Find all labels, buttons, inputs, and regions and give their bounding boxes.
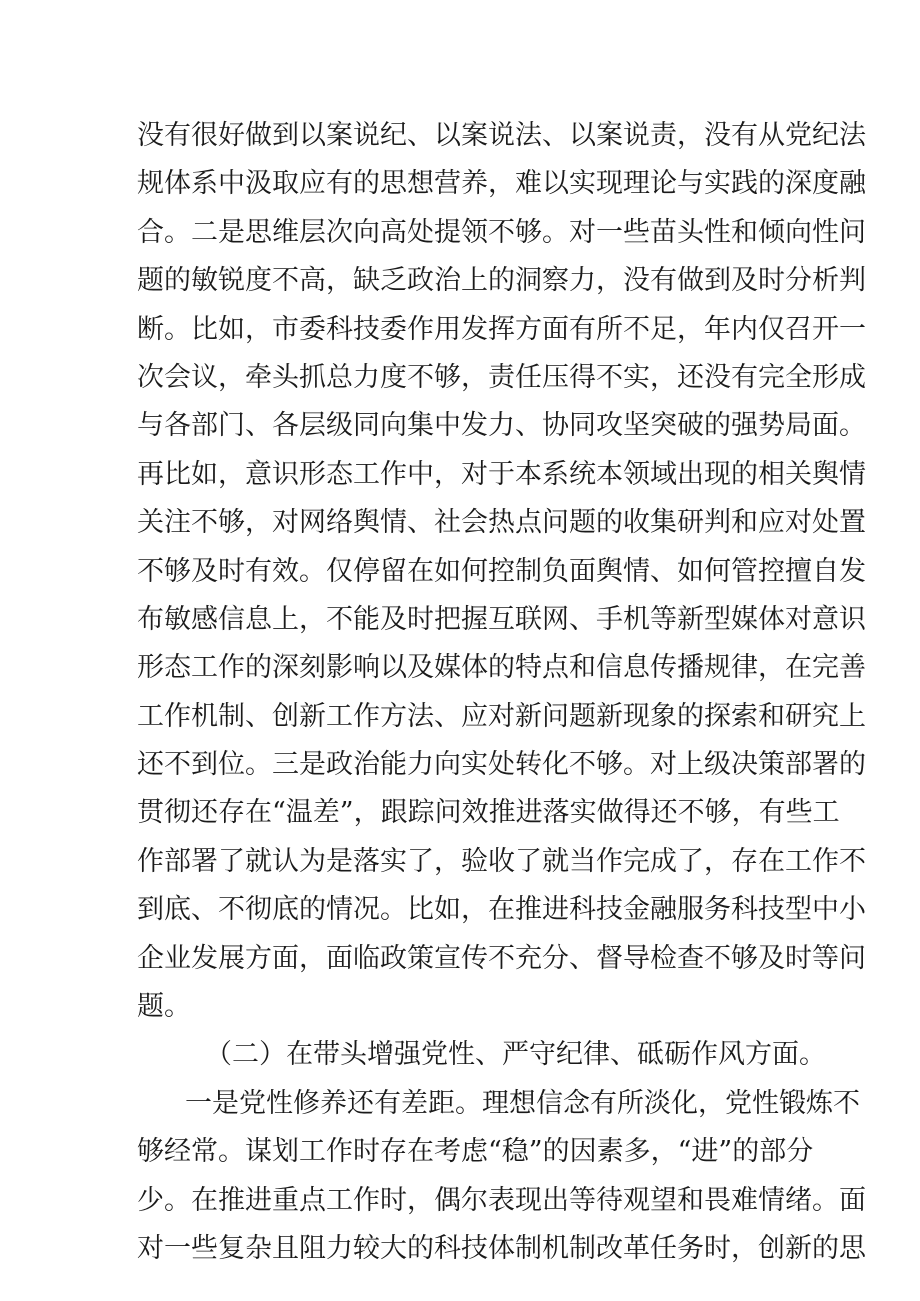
text-line: 规体系中汲取应有的思想营养，难以实现理论与实践的深度融 bbox=[137, 168, 866, 200]
text-line: 少。在推进重点工作时，偶尔表现出等待观望和畏难情绪。面 bbox=[137, 1184, 866, 1216]
text-line: 作部署了就认为是落实了，验收了就当作完成了，存在工作不 bbox=[137, 845, 866, 877]
text-line: 没有很好做到以案说纪、以案说法、以案说责，没有从党纪法 bbox=[137, 120, 866, 151]
text-line: 够经常。谋划工作时存在考虑“稳”的因素多，“进”的部分 bbox=[137, 1136, 814, 1168]
text-line: 题。 bbox=[137, 991, 191, 1023]
text-line: 工作机制、创新工作方法、应对新问题新现象的探索和研究上 bbox=[137, 700, 866, 732]
text-line: 再比如，意识形态工作中，对于本系统本领域出现的相关舆情 bbox=[137, 458, 866, 490]
text-line: 布敏感信息上，不能及时把握互联网、手机等新型媒体对意识 bbox=[137, 603, 866, 635]
text-line: 次会议，牵头抓总力度不够，责任压得不实，还没有完全形成 bbox=[137, 361, 866, 393]
text-line: 关注不够，对网络舆情、社会热点问题的收集研判和应对处置 bbox=[137, 507, 866, 539]
text-line: 与各部门、各层级同向集中发力、协同攻坚突破的强势局面。 bbox=[137, 410, 866, 442]
text-line: 题的敏锐度不高，缺乏政治上的洞察力，没有做到及时分析判 bbox=[137, 265, 866, 297]
text-line: 企业发展方面，面临政策宣传不充分、督导检查不够及时等问 bbox=[137, 942, 866, 974]
text-line: 贯彻还存在“温差”，跟踪问效推进落实做得还不够，有些工 bbox=[137, 797, 840, 829]
section-heading: （二）在带头增强党性、严守纪律、砥砺作风方面。 bbox=[205, 1039, 826, 1071]
text-line: 合。二是思维层次向高处提领不够。对一些苗头性和倾向性问 bbox=[137, 216, 866, 248]
text-line: 到底、不彻底的情况。比如，在推进科技金融服务科技型中小 bbox=[137, 894, 866, 926]
document-body bbox=[137, 112, 866, 1273]
text-line: 一是党性修养还有差距。理想信念有所淡化，党性锻炼不 bbox=[185, 1087, 860, 1119]
text-line: 不够及时有效。仅停留在如何控制负面舆情、如何管控擅自发 bbox=[137, 555, 866, 587]
text-line: 形态工作的深刻影响以及媒体的特点和信息传播规律，在完善 bbox=[137, 652, 866, 684]
text-line: 还不到位。三是政治能力向实处转化不够。对上级决策部署的 bbox=[137, 749, 866, 781]
text-line: 对一些复杂且阻力较大的科技体制机制改革任务时，创新的思 bbox=[137, 1232, 866, 1264]
text-line: 断。比如，市委科技委作用发挥方面有所不足，年内仅召开一 bbox=[137, 313, 866, 345]
